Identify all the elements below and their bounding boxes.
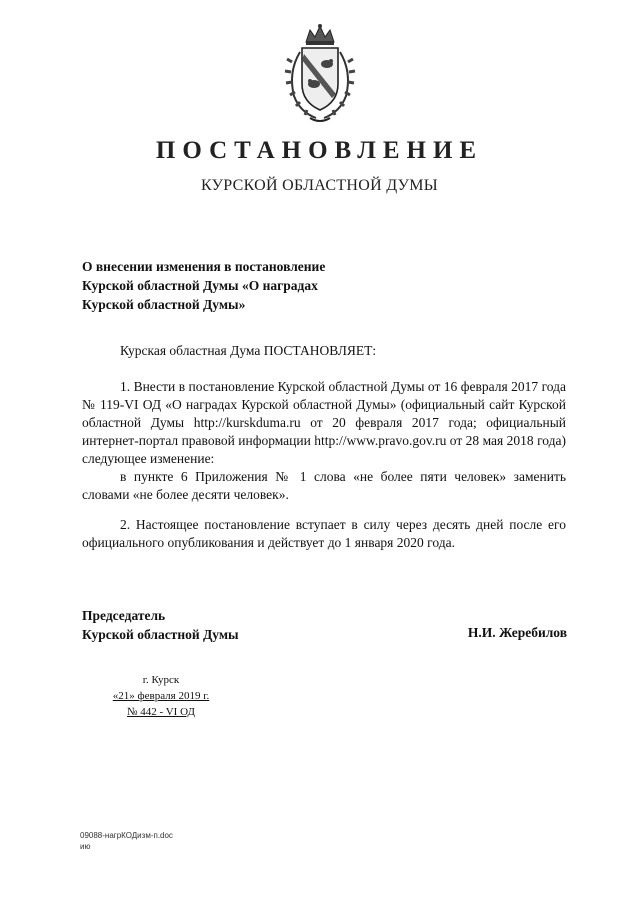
signer-position-line: Председатель (82, 608, 166, 623)
file-footer (80, 830, 173, 852)
signer-position (82, 606, 239, 644)
document-subject (82, 257, 402, 314)
signer-position-line: Курской областной Думы (82, 627, 239, 642)
registration-stamp (96, 672, 226, 720)
stamp-number: № 442 - VI ОД (127, 706, 195, 718)
issuing-body-title: КУРСКОЙ ОБЛАСТНОЙ ДУМЫ (200, 177, 439, 194)
stamp-date: «21» февраля 2019 г. (112, 690, 210, 702)
footer-initials: ию (80, 842, 91, 851)
subject-line: Курской областной Думы «О наградах (82, 278, 318, 293)
paragraph-1: 1. Внести в постановление Курской областной Думы от 16 февраля 2017 года № 119-VI ОД «О наградах Курской областной Думы» (официальный сайт Курской областной Думы http://kurskduma.ru от 20 февраля 2017 года; официальный интернет-портал правовой информации http://www.pravo.gov.ru от 28 мая 2018 года) следующее изменение: (82, 379, 566, 466)
subject-line: Курской областной Думы» (82, 297, 246, 312)
signer-name: Н.И. Жеребилов (467, 625, 567, 640)
subject-line: О внесении изменения в постановление (82, 259, 326, 274)
resolution-intro: Курская областная Дума ПОСТАНОВЛЯЕТ: (120, 343, 377, 358)
stamp-city: г. Курск (142, 674, 180, 686)
footer-filename: 09088-нагрКОДизм-п.doc (80, 831, 173, 840)
document-type-title: ПОСТАНОВЛЕНИЕ (155, 137, 484, 164)
coat-of-arms-emblem (280, 22, 360, 126)
paragraph-1-continuation: в пункте 6 Приложения № 1 слова «не более пяти человек» заменить словами «не более десяти человек». (82, 469, 566, 502)
paragraph-2: 2. Настоящее постановление вступает в силу через десять дней после его официального опубликования и действует до 1 января 2020 года. (82, 517, 566, 550)
